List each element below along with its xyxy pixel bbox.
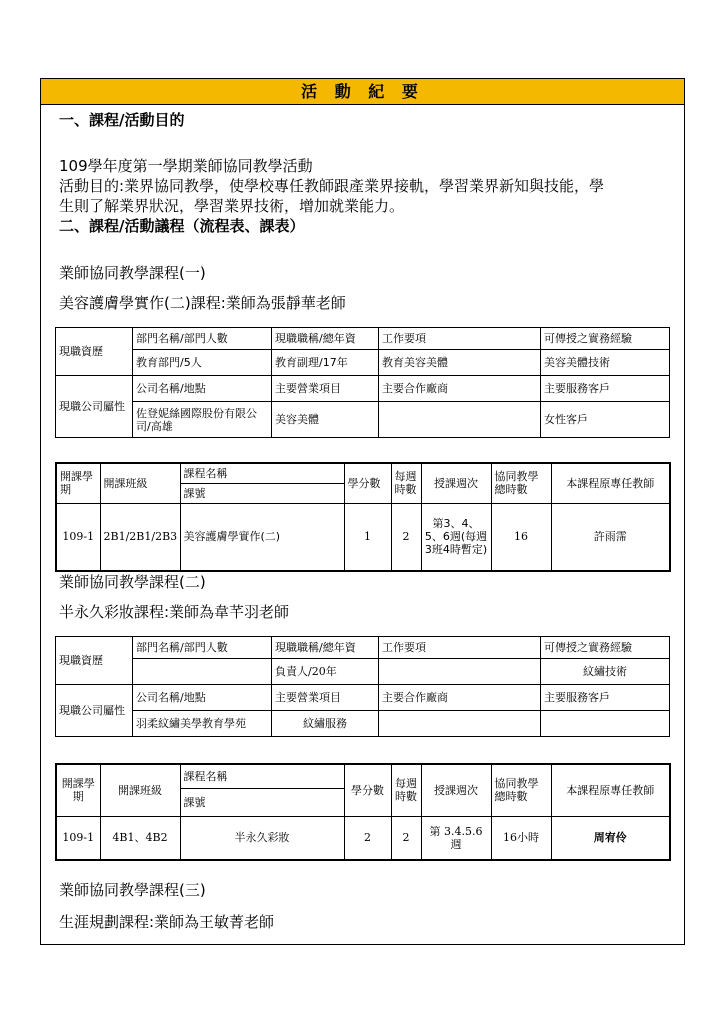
partner-header: 主要合作廠商 (379, 376, 541, 402)
exp-value: 美容美體技術 (541, 350, 670, 376)
partner-value (379, 402, 541, 438)
h-course-code: 課號 (180, 788, 344, 816)
dept-header: 部門名稱/部門人數 (133, 328, 272, 350)
weekly-hours-value: 2 (391, 816, 421, 860)
course1-schedule-table (55, 462, 671, 572)
current-qualification-label: 現職資歷 (56, 328, 133, 376)
company-value: 佐登妮絲國際股份有限公司/高雄 (133, 402, 272, 438)
h-credits: 學分數 (344, 463, 391, 503)
course3-heading: 業師協同教學課程(三) (59, 881, 206, 899)
course1-subheading: 美容護膚學實作(二)課程:業師為張靜華老師 (59, 294, 346, 312)
section2-title: 二、課程/活動議程（流程表、課表） (59, 217, 305, 235)
dept-header: 部門名稱/部門人數 (133, 637, 272, 659)
course3-subheading: 生涯規劃課程:業師為王敏菁老師 (59, 913, 275, 931)
company-attr-label: 現職公司屬性 (56, 376, 133, 438)
h-teacher: 本課程原專任教師 (551, 463, 670, 503)
client-header: 主要服務客戶 (541, 376, 670, 402)
h-semester: 開課學期 (56, 764, 100, 816)
semester-value: 109-1 (56, 816, 100, 860)
h-teacher: 本課程原專任教師 (551, 764, 670, 816)
purpose-line-1: 活動目的:業界協同教學，使學校專任教師跟產業界接軌，學習業界新知與技能，學 (59, 177, 605, 195)
title-header: 現職職稱/總年資 (272, 328, 379, 350)
client-header: 主要服務客戶 (541, 685, 670, 711)
weekly-hours-value: 2 (391, 503, 421, 571)
course2-subheading: 半永久彩妝課程:業師為韋芊羽老師 (59, 603, 290, 621)
company-value: 羽柔紋繡美學教育學苑 (133, 711, 272, 737)
business-value: 紋繡服務 (272, 711, 379, 737)
credits-value: 1 (344, 503, 391, 571)
client-value (541, 711, 670, 737)
current-qualification-label: 現職資歷 (56, 637, 133, 685)
course-name-value: 半永久彩妝 (180, 816, 344, 860)
partner-value (379, 711, 541, 737)
class-value: 2B1/2B1/2B3 (100, 503, 180, 571)
class-value: 4B1、4B2 (100, 816, 180, 860)
total-hours-value: 16 (491, 503, 551, 571)
banner-title: 活 動 紀 要 (41, 79, 684, 105)
title-value: 教育副理/17年 (272, 350, 379, 376)
dept-value (133, 659, 272, 685)
course1-heading: 業師協同教學課程(一) (59, 264, 206, 282)
h-class: 開課班級 (100, 463, 180, 503)
h-class: 開課班級 (100, 764, 180, 816)
course1-profile-table (55, 327, 670, 438)
client-value: 女性客戶 (541, 402, 670, 438)
weeks-value: 第3、4、5、6週(每週3班4時暫定) (421, 503, 491, 571)
h-course-name: 課程名稱 (180, 764, 344, 788)
work-value: 教育美容美體 (379, 350, 541, 376)
course2-heading: 業師協同教學課程(二) (59, 573, 206, 591)
h-weekly-hours: 每週時數 (391, 764, 421, 816)
h-credits: 學分數 (344, 764, 391, 816)
credits-value: 2 (344, 816, 391, 860)
semester-value: 109-1 (56, 503, 100, 571)
activity-summary-frame (40, 78, 685, 945)
teacher-value: 周宥伶 (551, 816, 670, 860)
section1-title: 一、課程/活動目的 (59, 111, 185, 129)
business-value: 美容美體 (272, 402, 379, 438)
exp-value: 紋繡技術 (541, 659, 670, 685)
business-header: 主要營業項目 (272, 376, 379, 402)
company-header: 公司名稱/地點 (133, 376, 272, 402)
h-weeks: 授課週次 (421, 764, 491, 816)
h-course-code: 課號 (180, 483, 344, 503)
h-weeks: 授課週次 (421, 463, 491, 503)
partner-header: 主要合作廠商 (379, 685, 541, 711)
course-name-value: 美容護膚學實作(二) (180, 503, 344, 571)
course2-schedule-table (55, 763, 671, 861)
title-value: 負責人/20年 (272, 659, 379, 685)
total-hours-value: 16小時 (491, 816, 551, 860)
event-line: 109學年度第一學期業師協同教學活動 (59, 157, 313, 175)
dept-value: 教育部門/5人 (133, 350, 272, 376)
h-total-hours: 協同教學總時數 (491, 764, 551, 816)
h-course-name: 課程名稱 (180, 463, 344, 483)
work-header: 工作要項 (379, 637, 541, 659)
business-header: 主要營業項目 (272, 685, 379, 711)
h-weekly-hours: 每週時數 (391, 463, 421, 503)
company-header: 公司名稱/地點 (133, 685, 272, 711)
company-attr-label: 現職公司屬性 (56, 685, 133, 737)
exp-header: 可傳授之實務經驗 (541, 637, 670, 659)
h-semester: 開課學期 (56, 463, 100, 503)
course2-profile-table (55, 636, 670, 737)
work-value (379, 659, 541, 685)
exp-header: 可傳授之實務經驗 (541, 328, 670, 350)
work-header: 工作要項 (379, 328, 541, 350)
title-header: 現職職稱/總年資 (272, 637, 379, 659)
h-total-hours: 協同教學總時數 (491, 463, 551, 503)
teacher-value: 許雨霈 (551, 503, 670, 571)
weeks-value: 第 3.4.5.6 週 (421, 816, 491, 860)
purpose-line-2: 生則了解業界狀況，學習業界技術，增加就業能力。 (59, 197, 405, 215)
